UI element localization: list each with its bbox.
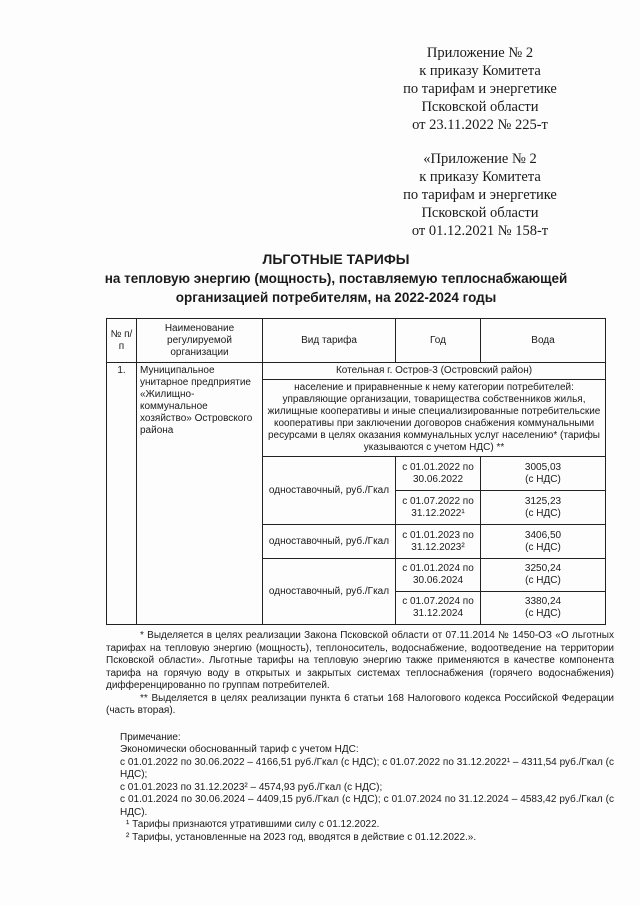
appendix-line: Приложение № 2 xyxy=(426,45,534,61)
remark-line: с 01.01.2023 по 31.12.2023² – 4574,93 руб./Гкал (с НДС); xyxy=(120,781,383,793)
appendix-line: по тарифам и энергетике xyxy=(403,187,557,203)
title-line: ЛЬГОТНЫЕ ТАРИФЫ xyxy=(262,251,410,267)
remark-line: Экономически обоснованный тариф с учетом НДС: xyxy=(120,744,359,755)
tariff-value xyxy=(481,491,606,525)
consumer-category: население и приравненные к нему категории потребителей: управляющие организации, товарищества собственников жилья, жилищные кооперативы и иные специализированные потребительские кооперативы при заключении договоров снабжения коммунальными ресурсами в целях оказания коммунальных услуг населению* (тарифы указываются с учетом НДС) ** xyxy=(263,380,606,457)
appendix-line: Псковской области xyxy=(421,205,539,221)
tariff-value xyxy=(481,592,606,625)
tariff-value xyxy=(481,559,606,592)
appendix-line: Псковской области xyxy=(421,99,539,115)
appendix-line: от 01.12.2021 № 158-т xyxy=(411,223,549,239)
notes-section xyxy=(106,630,614,844)
footnote-star2: ** Выделяется в целях реализации пункта 6 статьи 168 Налогового кодекса Российской Федерации (часть вторая). xyxy=(106,692,614,716)
tariff-value xyxy=(481,457,606,491)
tariff-value xyxy=(481,525,606,559)
vat-note: (с НДС) xyxy=(525,507,561,519)
tariff-period: с 01.01.2024 по 30.06.2024 xyxy=(396,559,481,592)
tariff-period: с 01.01.2022 по 30.06.2022 xyxy=(396,457,481,491)
title-line: организацией потребителям, на 2022-2024 годы xyxy=(175,290,497,305)
tariff-amount: 3125,23 xyxy=(524,495,562,507)
vat-note: (с НДС) xyxy=(525,608,561,619)
tariff-kind: одноставочный, руб./Гкал xyxy=(263,457,396,525)
tariff-amount: 3406,50 xyxy=(524,529,562,541)
header-water: Вода xyxy=(481,319,606,363)
boiler-house: Котельная г. Остров-3 (Островский район) xyxy=(263,363,606,380)
appendix-line: по тарифам и энергетике xyxy=(403,81,557,97)
appendix-line: к приказу Комитета xyxy=(419,63,541,79)
footnote-star1: * Выделяется в целях реализации Закона Псковской области от 07.11.2014 № 1450-ОЗ «О льготных тарифах на тепловую энергию (мощность), теплоноситель, водоснабжение, водоотведение на территории Псковской области». Льготные тарифы на тепловую энергию также применяются в качестве компонента тарифа на горячую воду в открытых и закрытых системах теплоснабжения (горячего водоснабжения) дифференцированно по группам потребителей. xyxy=(106,630,614,691)
remark-title: Примечание: xyxy=(120,731,181,743)
tariff-amount: 3005,03 xyxy=(524,461,562,473)
header-kind: Вид тарифа xyxy=(263,319,396,363)
header-name: Наименование регулируемой организации xyxy=(137,319,263,363)
header-num: № п/п xyxy=(107,319,137,363)
document-title xyxy=(96,250,576,307)
tariff-period: с 01.07.2022 по 31.12.2022¹ xyxy=(396,491,481,525)
tariff-kind: одноставочный, руб./Гкал xyxy=(263,525,396,559)
row-number: 1. xyxy=(107,363,137,625)
vat-note: (с НДС) xyxy=(525,575,561,586)
organization-name: Муниципальное унитарное предприятие «Жилищно-коммунальное хозяйство» Островского района xyxy=(137,363,263,625)
tariff-table xyxy=(106,318,606,625)
appendix-line: к приказу Комитета xyxy=(419,169,541,185)
remark-line: с 01.01.2022 по 30.06.2022 – 4166,51 руб./Гкал (с НДС); с 01.07.2022 по 31.12.2022¹ – 4311,54 руб./Гкал (с НДС); xyxy=(120,756,614,780)
appendix-previous xyxy=(380,150,580,240)
footnote-1: ¹ Тарифы признаются утратившими силу с 01.12.2022. xyxy=(126,819,380,830)
tariff-amount: 3380,24 xyxy=(524,596,562,607)
tariff-period: с 01.07.2024 по 31.12.2024 xyxy=(396,592,481,625)
tariff-amount: 3250,24 xyxy=(524,563,562,574)
appendix-current xyxy=(380,44,580,134)
tariff-period: с 01.01.2023 по 31.12.2023² xyxy=(396,525,481,559)
footnote-2: ² Тарифы, установленные на 2023 год, вводятся в действие с 01.12.2022.». xyxy=(126,831,477,843)
header-year: Год xyxy=(396,319,481,363)
tariff-kind: одноставочный, руб./Гкал xyxy=(263,559,396,625)
vat-note: (с НДС) xyxy=(525,473,561,485)
title-line: на тепловую энергию (мощность), поставляемую теплоснабжающей xyxy=(104,271,568,286)
table-header-row xyxy=(107,319,606,363)
appendix-line: «Приложение № 2 xyxy=(423,151,537,167)
remark-line: с 01.01.2024 по 30.06.2024 – 4409,15 руб./Гкал (с НДС); с 01.07.2024 по 31.12.2024 – 4583,42 руб./Гкал (с НДС). xyxy=(120,794,614,818)
appendix-line: от 23.11.2022 № 225-т xyxy=(412,117,548,133)
table-row xyxy=(107,363,606,380)
vat-note: (с НДС) xyxy=(525,541,561,553)
